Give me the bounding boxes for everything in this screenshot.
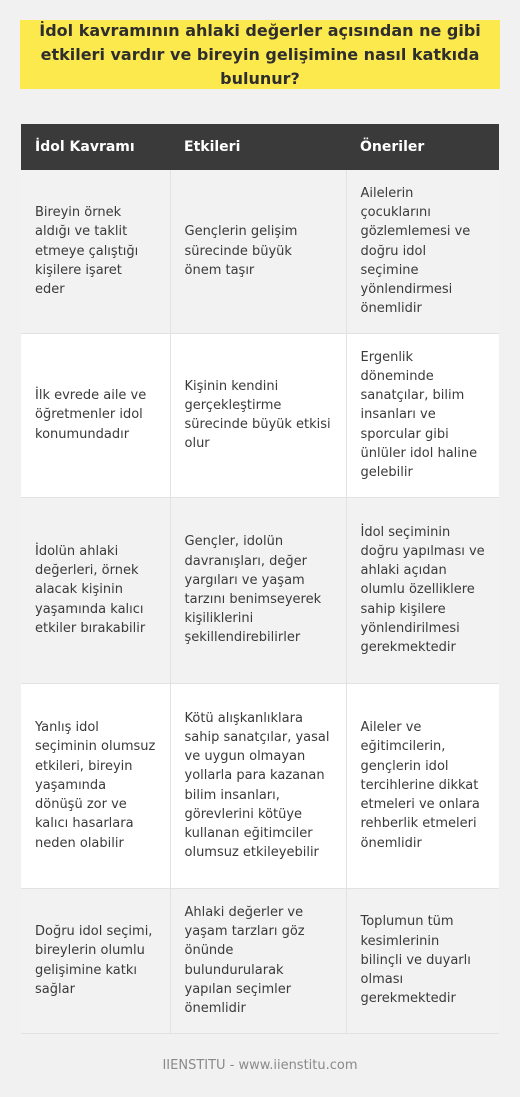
- column-header-etkileri: Etkileri: [170, 124, 346, 170]
- footer-credit: IIENSTITU - www.iienstitu.com: [162, 1058, 358, 1073]
- table-cell: İlk evrede aile ve öğretmenler idol konumundadır: [21, 333, 170, 497]
- table-header: [21, 124, 499, 170]
- table-cell: Doğru idol seçimi, bireylerin olumlu gelişimine katkı sağlar: [21, 888, 170, 1033]
- table-cell: Yanlış idol seçiminin olumsuz etkileri, bireyin yaşamında dönüşü zor ve kalıcı hasarlara neden olabilir: [21, 683, 170, 888]
- column-header-oneriler: Öneriler: [346, 124, 499, 170]
- title-banner: [20, 20, 500, 89]
- table-cell: Ergenlik döneminde sanatçılar, bilim insanları ve sporcular gibi ünlüler idol haline gelebilir: [346, 333, 499, 497]
- table-cell: İdolün ahlaki değerleri, örnek alacak kişinin yaşamında kalıcı etkiler bırakabilir: [21, 497, 170, 683]
- table-row: [21, 170, 499, 333]
- table-cell: Kişinin kendini gerçekleştirme sürecinde büyük etkisi olur: [170, 333, 346, 497]
- table-row: [21, 888, 499, 1033]
- table-row: [21, 497, 499, 683]
- table-cell: Ailelerin çocuklarını gözlemlemesi ve doğru idol seçimine yönlendirmesi önemlidir: [346, 170, 499, 333]
- table-cell: Ahlaki değerler ve yaşam tarzları göz önünde bulundurularak yapılan seçimler önemlidir: [170, 888, 346, 1033]
- table-cell: Aileler ve eğitimcilerin, gençlerin idol tercihlerine dikkat etmeleri ve onlara rehberlik etmeleri önemlidir: [346, 683, 499, 888]
- table-cell: Kötü alışkanlıklara sahip sanatçılar, yasal ve uygun olmayan yollarla para kazanan bilim insanları, görevlerini kötüye kullanan eğitimciler olumsuz etkileyebilir: [170, 683, 346, 888]
- table-cell: Bireyin örnek aldığı ve taklit etmeye çalıştığı kişilere işaret eder: [21, 170, 170, 333]
- page-title: İdol kavramının ahlaki değerler açısından ne gibi etkileri vardır ve bireyin gelişimine nasıl katkıda bulunur?: [39, 20, 481, 88]
- header-row: [21, 124, 499, 170]
- table-cell: İdol seçiminin doğru yapılması ve ahlaki açıdan olumlu özelliklere sahip kişilere yönlendirilmesi gerekmektedir: [346, 497, 499, 683]
- table-row: [21, 683, 499, 888]
- column-header-idol-kavrami: İdol Kavramı: [21, 124, 170, 170]
- data-table: [21, 124, 499, 1034]
- table-cell: Toplumun tüm kesimlerinin bilinçli ve duyarlı olması gerekmektedir: [346, 888, 499, 1033]
- table-body: [21, 170, 499, 1033]
- table-cell: Gençler, idolün davranışları, değer yargıları ve yaşam tarzını benimseyerek kişiliklerini şekillendirebilirler: [170, 497, 346, 683]
- table-row: [21, 333, 499, 497]
- table-cell: Gençlerin gelişim sürecinde büyük önem taşır: [170, 170, 346, 333]
